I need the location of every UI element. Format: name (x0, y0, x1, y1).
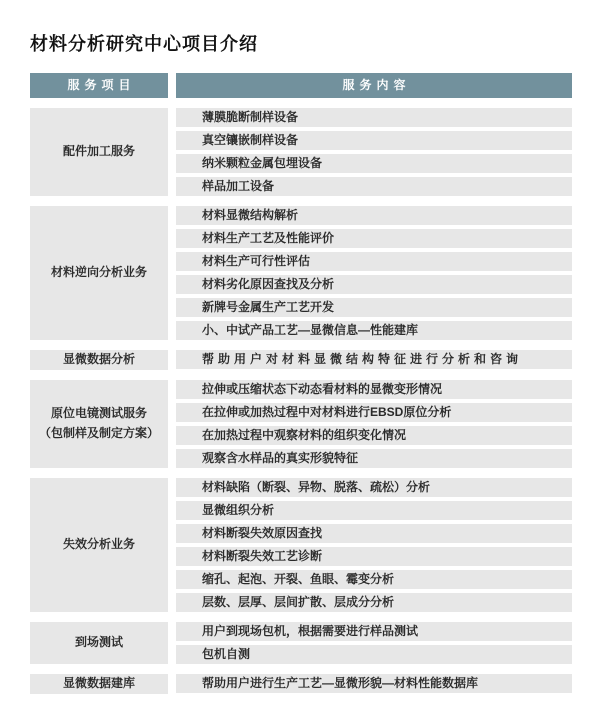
service-item-cell (30, 380, 168, 468)
service-content-row: 材料劣化原因查找及分析 (176, 275, 572, 294)
service-content-list (176, 206, 572, 340)
table-header-row (30, 73, 572, 98)
service-item-label: 到场测试 (74, 634, 123, 649)
service-content-list (176, 108, 572, 196)
table-section (30, 622, 572, 664)
service-content-row: 新牌号金属生产工艺开发 (176, 298, 572, 317)
service-content-row: 观察含水样品的真实形貌特征 (176, 449, 572, 468)
service-item-cell (30, 350, 168, 370)
service-content-row: 材料断裂失效工艺诊断 (176, 547, 572, 566)
services-table (30, 73, 572, 694)
service-item-cell (30, 674, 168, 694)
service-content-row: 层数、层厚、层间扩散、层成分分析 (176, 593, 572, 612)
page-title: 材料分析研究中心项目介绍 (30, 34, 258, 54)
service-content-row: 样品加工设备 (176, 177, 572, 196)
service-item-label: （包制样及制定方案） (38, 425, 159, 440)
service-content-row: 小、中试产品工艺—显微信息—性能建库 (176, 321, 572, 340)
service-content-row: 包机自测 (176, 645, 572, 664)
service-item-label: 失效分析业务 (62, 536, 135, 551)
service-content-row: 材料缺陷（断裂、异物、脱落、疏松）分析 (176, 478, 572, 497)
service-content-list (176, 478, 572, 612)
service-content-row: 材料生产工艺及性能评价 (176, 229, 572, 248)
service-item-cell (30, 108, 168, 196)
service-item-cell (30, 206, 168, 340)
service-item-label: 显微数据分析 (62, 352, 135, 366)
table-section (30, 350, 572, 370)
service-content-list (176, 380, 572, 468)
service-content-row: 材料断裂失效原因查找 (176, 524, 572, 543)
service-content-row: 薄膜脆断制样设备 (176, 108, 572, 127)
service-item-label: 配件加工服务 (62, 144, 135, 159)
service-content-row: 在拉伸或加热过程中对材料进行EBSD原位分析 (176, 403, 572, 422)
service-content-list (176, 350, 572, 370)
service-item-label: 原位电镜测试服务 (50, 406, 147, 420)
service-content-list (176, 674, 572, 694)
service-content-row: 纳米颗粒金属包埋设备 (176, 154, 572, 173)
table-section (30, 206, 572, 340)
table-section (30, 478, 572, 612)
service-content-row: 帮助用户进行生产工艺—显微形貌—材料性能数据库 (176, 674, 572, 693)
service-content-row: 材料生产可行性评估 (176, 252, 572, 271)
service-content-row: 显微组织分析 (176, 501, 572, 520)
service-content-list (176, 622, 572, 664)
service-item-cell (30, 478, 168, 612)
service-content-row: 用户到现场包机，根据需要进行样品测试 (176, 622, 572, 641)
service-item-label: 材料逆向分析业务 (50, 265, 147, 280)
table-section (30, 380, 572, 468)
service-item-label: 显微数据建库 (62, 675, 135, 690)
service-item-cell (30, 622, 168, 664)
table-body (30, 108, 572, 694)
table-section (30, 108, 572, 196)
service-content-row: 缩孔、起泡、开裂、鱼眼、霉变分析 (176, 570, 572, 589)
column-header-service-item: 服务项目 (30, 73, 168, 98)
column-header-service-content: 服务内容 (176, 73, 572, 98)
service-content-row: 真空镶嵌制样设备 (176, 131, 572, 150)
service-content-row: 帮助用户对材料显微结构特征进行分析和咨询 (176, 350, 572, 369)
service-content-row: 在加热过程中观察材料的组织变化情况 (176, 426, 572, 445)
service-content-row: 拉伸或压缩状态下动态看材料的显微变形情况 (176, 380, 572, 399)
table-section (30, 674, 572, 694)
service-content-row: 材料显微结构解析 (176, 206, 572, 225)
